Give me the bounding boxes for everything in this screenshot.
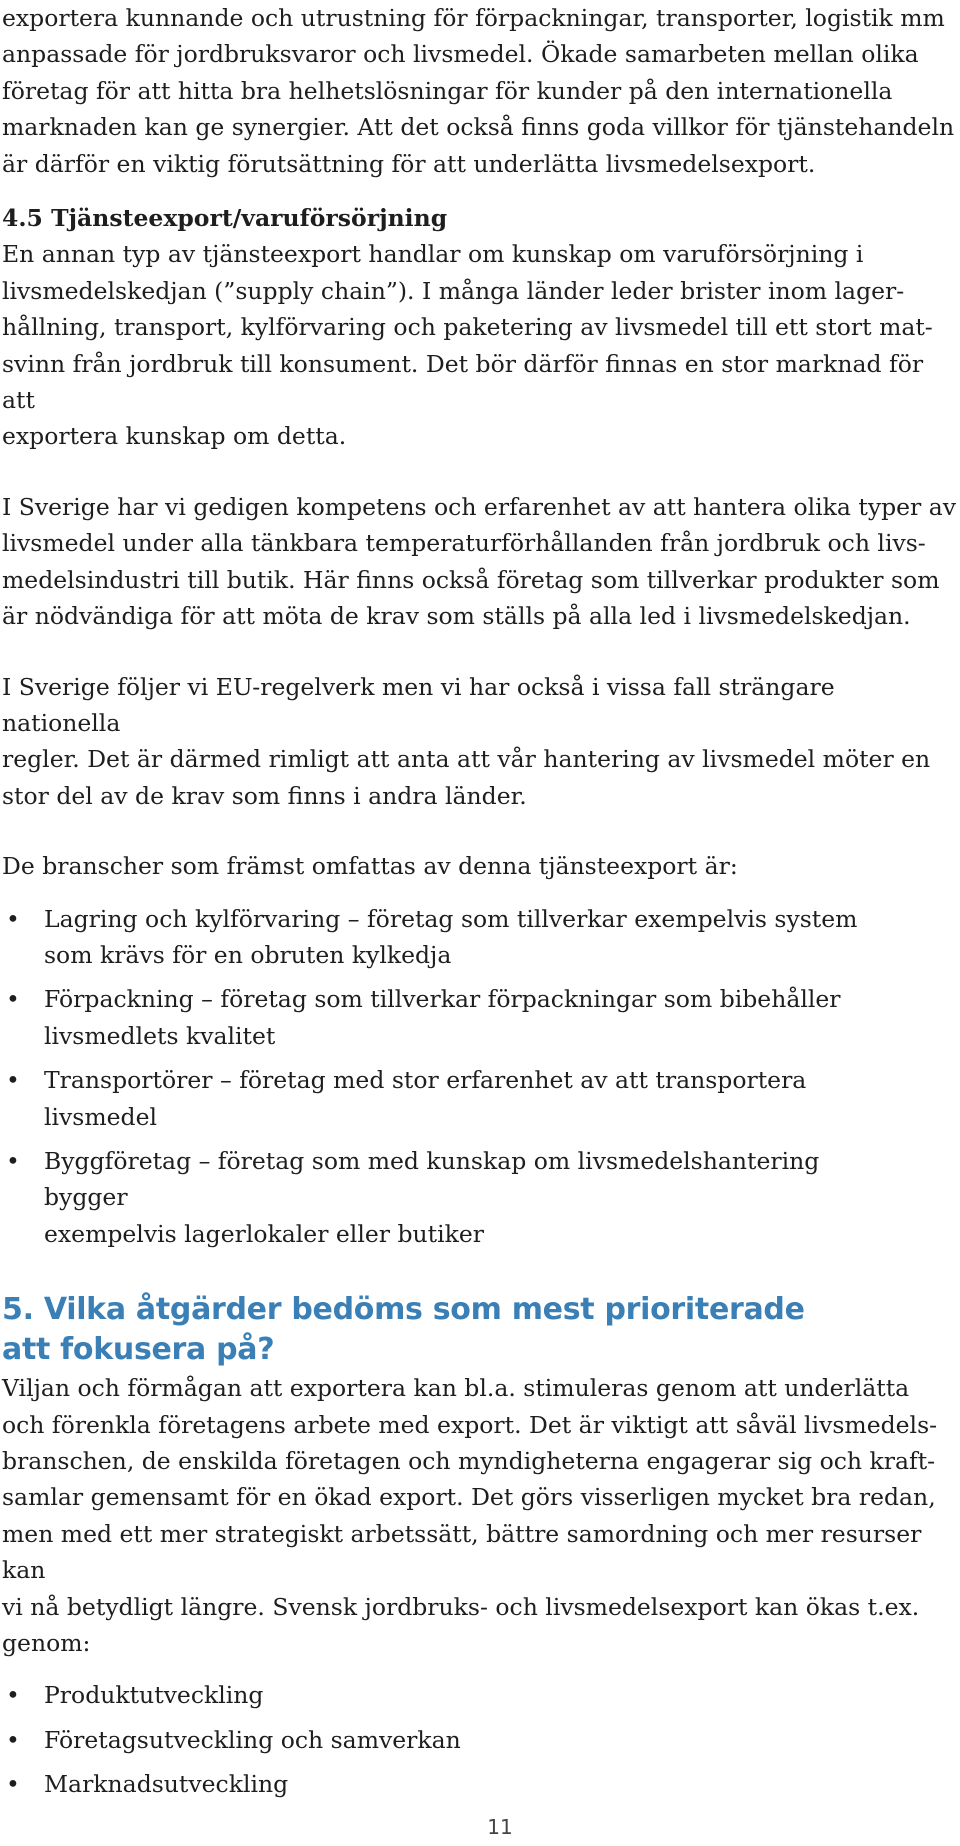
bullet-icon: • (6, 904, 20, 933)
section-4-5-paragraph-2 (2, 489, 957, 635)
text-line: men med ett mer strategiskt arbetssätt, bättre samordning och mer resurser kan (2, 1519, 922, 1585)
text-line: genom: (2, 1629, 91, 1658)
text-line: I Sverige följer vi EU-regelverk men vi har också i vissa fall strängare nationella (2, 672, 835, 737)
text-line: stor del av de krav som finns i andra länder. (2, 781, 527, 810)
list-item: • Marknadsutveckling (2, 1766, 864, 1802)
list-item: • Transportörer – företag med stor erfarenhet av att transportera livsmedel (2, 1062, 864, 1135)
section-4-5-paragraph-3 (2, 669, 957, 815)
bullet-icon: • (6, 1725, 20, 1754)
text-line: livsmedelskedjan (”supply chain”). I många länder leder brister inom lager- (2, 276, 905, 305)
branches-list (2, 901, 957, 1253)
bullet-icon: • (6, 985, 20, 1014)
page-number: 11 (487, 1815, 513, 1839)
text-line: I Sverige har vi gedigen kompetens och erfarenhet av att hantera olika typer av (2, 492, 957, 521)
list-item: • Företagsutveckling och samverkan (2, 1722, 864, 1758)
bullet-icon: • (6, 1770, 20, 1799)
text-line: livsmedel under alla tänkbara temperaturförhållanden från jordbruk och livs- (2, 529, 926, 558)
section-4-5-paragraph-1 (2, 236, 957, 454)
intro-paragraph (2, 0, 957, 182)
text-line: hållning, transport, kylförvaring och paketering av livsmedel till ett stort mat- (2, 313, 933, 342)
text-line: medelsindustri till butik. Här finns också företag som tillverkar produkter som (2, 565, 940, 594)
text-line: anpassade för jordbruksvaror och livsmedel. Ökade samarbeten mellan olika (2, 40, 919, 69)
text-line: är därför en viktig förutsättning för att underlätta livsmedelsexport. (2, 149, 816, 178)
list-item: • Förpackning – företag som tillverkar förpackningar som bibehåller livsmedlets kvalitet (2, 981, 864, 1054)
text-line: Viljan och förmågan att exportera kan bl.a. stimuleras genom att underlätta (2, 1374, 910, 1403)
list-item: • Produktutveckling (2, 1677, 864, 1713)
section-5-heading: 5. Vilka åtgärder bedöms som mest prioriterade att fokusera på? (2, 1292, 805, 1368)
section-5-paragraph (2, 1370, 957, 1661)
list-intro: De branscher som främst omfattas av denna tjänsteexport är: (2, 852, 738, 881)
page-content (2, 0, 957, 1811)
bullet-icon: • (6, 1146, 20, 1175)
text-line: regler. Det är därmed rimligt att anta att vår hantering av livsmedel möter en (2, 745, 931, 774)
text-line: är nödvändiga för att möta de krav som ställs på alla led i livsmedelskedjan. (2, 602, 911, 631)
bullet-icon: • (6, 1681, 20, 1710)
bullet-icon: • (6, 1066, 20, 1095)
text-line: exportera kunskap om detta. (2, 422, 347, 451)
text-line: En annan typ av tjänsteexport handlar om kunskap om varuförsörjning i (2, 240, 864, 269)
text-line: samlar gemensamt för en ökad export. Det görs visserligen mycket bra redan, (2, 1483, 936, 1512)
text-line: vi nå betydligt längre. Svensk jordbruks- och livsmedelsexport kan ökas t.ex. (2, 1592, 920, 1621)
text-line: svinn från jordbruk till konsument. Det bör därför finnas en stor marknad för att (2, 349, 924, 415)
text-line: exportera kunnande och utrustning för förpackningar, transporter, logistik mm (2, 4, 945, 32)
section-4-5-heading: 4.5 Tjänsteexport/varuförsörjning (2, 204, 448, 233)
text-line: företag för att hitta bra helhetslösningar för kunder på den internationella (2, 76, 893, 105)
text-line: branschen, de enskilda företagen och myndigheterna engagerar sig och kraft- (2, 1447, 936, 1475)
text-line: marknaden kan ge synergier. Att det också finns goda villkor för tjänstehandeln (2, 113, 955, 142)
measures-list (2, 1677, 957, 1802)
text-line: och förenkla företagens arbete med export. Det är viktigt att såväl livsmedels- (2, 1410, 938, 1439)
list-item: • Lagring och kylförvaring – företag som tillverkar exempelvis system som krävs för en obruten kylkedja (2, 901, 864, 974)
list-item: • Byggföretag – företag som med kunskap om livsmedelshantering bygger exempelvis lagerlokaler eller butiker (2, 1143, 864, 1252)
